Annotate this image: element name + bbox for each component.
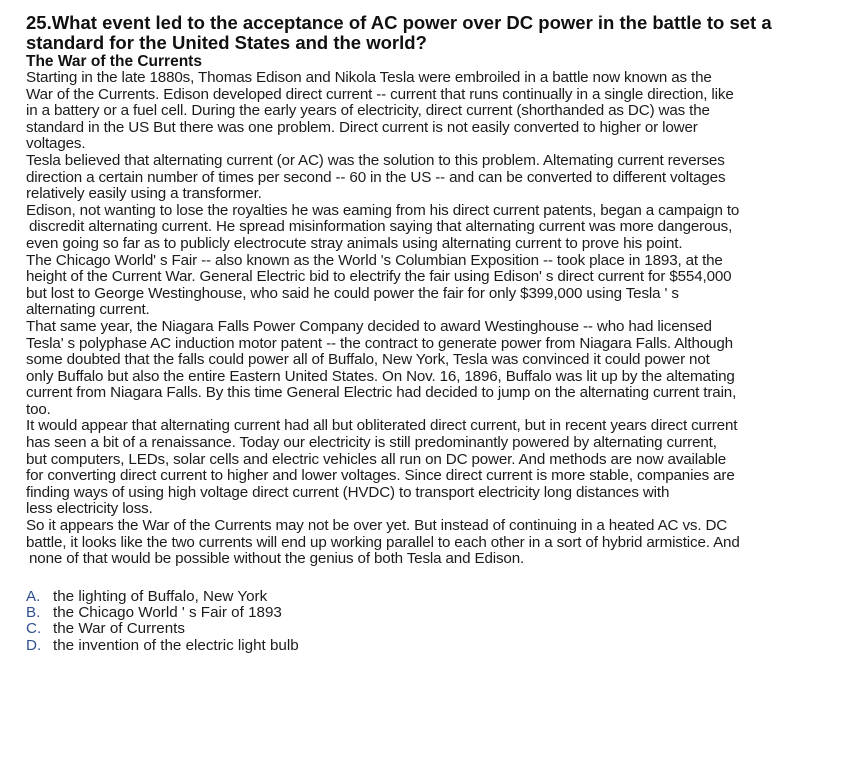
passage-line: voltages. <box>26 135 86 153</box>
passage-line: Starting in the late 1880s, Thomas Edison and Nikola Tesla were embroiled in a battle now known as the <box>26 69 712 86</box>
passage-line: Tesla' s polyphase AC induction motor patent -- the contract to generate power from Niagara Falls. Although <box>26 334 733 352</box>
passage-line: alternating current. <box>26 301 150 319</box>
question-line: 25.What event led to the acceptance of AC power over DC power in the battle to set a <box>26 12 772 33</box>
option-text: the invention of the electric light bulb <box>53 636 299 654</box>
option-text: the War of Currents <box>53 620 185 638</box>
passage-line: some doubted that the falls could power all of Buffalo, New York, Tesla was convinced it could power not <box>26 351 710 369</box>
passage-paragraph <box>26 253 856 319</box>
option-text: the Chicago World ' s Fair of 1893 <box>53 604 282 622</box>
passage-line: The Chicago World' s Fair -- also known as the World 's Columbian Exposition -- took place in 1893, at the <box>26 251 723 269</box>
passage-paragraph <box>26 518 856 568</box>
question-heading <box>26 13 856 53</box>
passage-line: only Buffalo but also the entire Eastern United States. On Nov. 16, 1896, Buffalo was lit up by the altemating <box>26 367 735 385</box>
passage-paragraph <box>26 319 856 419</box>
passage-title: The War of the Currents <box>26 53 202 70</box>
passage-line: relatively easily using a transformer. <box>26 185 262 203</box>
option-letter: C. <box>26 620 42 638</box>
passage-line: none of that would be possible without the genius of both Tesla and Edison. <box>29 550 525 568</box>
passage-paragraph <box>26 203 856 253</box>
passage-line: finding ways of using high voltage direct current (HVDC) to transport electricity long distances with <box>26 483 670 501</box>
answer-options <box>26 589 856 654</box>
answer-option-a[interactable] <box>26 589 856 605</box>
passage-line: for converting direct current to higher and lower voltages. Since direct current is more stable, companies are <box>26 467 735 485</box>
passage-paragraph <box>26 418 856 518</box>
passage-line: in a battery or a fuel cell. During the early years of electricity, direct current (shorthanded as DC) was the <box>26 102 710 120</box>
passage-paragraph <box>26 70 856 153</box>
passage-line: height of the Current War. General Electric bid to electrify the fair using Edison' s direct current for $554,000 <box>26 268 732 286</box>
passage-line: but lost to George Westinghouse, who said he could power the fair for only $399,000 using Tesla ' s <box>26 284 679 302</box>
passage-line: Edison, not wanting to lose the royalties he was eaming from his direct current patents, began a campaign to <box>26 201 740 219</box>
passage-line: Tesla believed that alternating current (or AC) was the solution to this problem. Altemating current reverses <box>26 151 725 169</box>
passage-line: even going so far as to publicly electrocute stray animals using alternating current to prove his point. <box>26 234 683 252</box>
passage-line: That same year, the Niagara Falls Power Company decided to award Westinghouse -- who had licensed <box>26 317 712 335</box>
option-letter: A. <box>26 587 41 605</box>
passage-line: discredit alternating current. He spread misinformation saying that alternating current was more dangerous, <box>29 218 733 236</box>
passage-line: too. <box>26 400 51 418</box>
option-text: the lighting of Buffalo, New York <box>53 587 268 605</box>
option-letter: D. <box>26 636 42 654</box>
passage-line: battle, it looks like the two currents will end up working parallel to each other in a sort of hybrid armistice. And <box>26 533 740 551</box>
answer-option-b[interactable] <box>26 605 856 621</box>
passage-line: less electricity loss. <box>26 500 153 518</box>
passage-line: It would appear that alternating current had all but obliterated direct current, but in recent years direct current <box>26 417 738 435</box>
option-letter: B. <box>26 604 41 622</box>
answer-option-d[interactable] <box>26 638 856 654</box>
passage-line: So it appears the War of the Currents may not be over yet. But instead of continuing in a heated AC vs. DC <box>26 517 728 535</box>
passage-line: but computers, LEDs, solar cells and electric vehicles all run on DC power. And methods are now available <box>26 450 727 468</box>
passage-line: War of the Currents. Edison developed direct current -- current that runs continually in a single direction, like <box>26 85 734 103</box>
passage-paragraph <box>26 153 856 203</box>
answer-option-c[interactable] <box>26 621 856 637</box>
question-line: standard for the United States and the world? <box>26 32 427 53</box>
passage-line: standard in the US But there was one problem. Direct current is not easily converted to higher or lower <box>26 118 698 136</box>
passage-line: current from Niagara Falls. By this time General Electric had decided to jump on the alternating current train, <box>26 384 737 402</box>
passage-line: has seen a bit of a renaissance. Today our electricity is still predominantly powered by alternating current, <box>26 434 717 452</box>
passage-line: direction a certain number of times per second -- 60 in the US -- and can be converted to different voltages <box>26 168 726 186</box>
